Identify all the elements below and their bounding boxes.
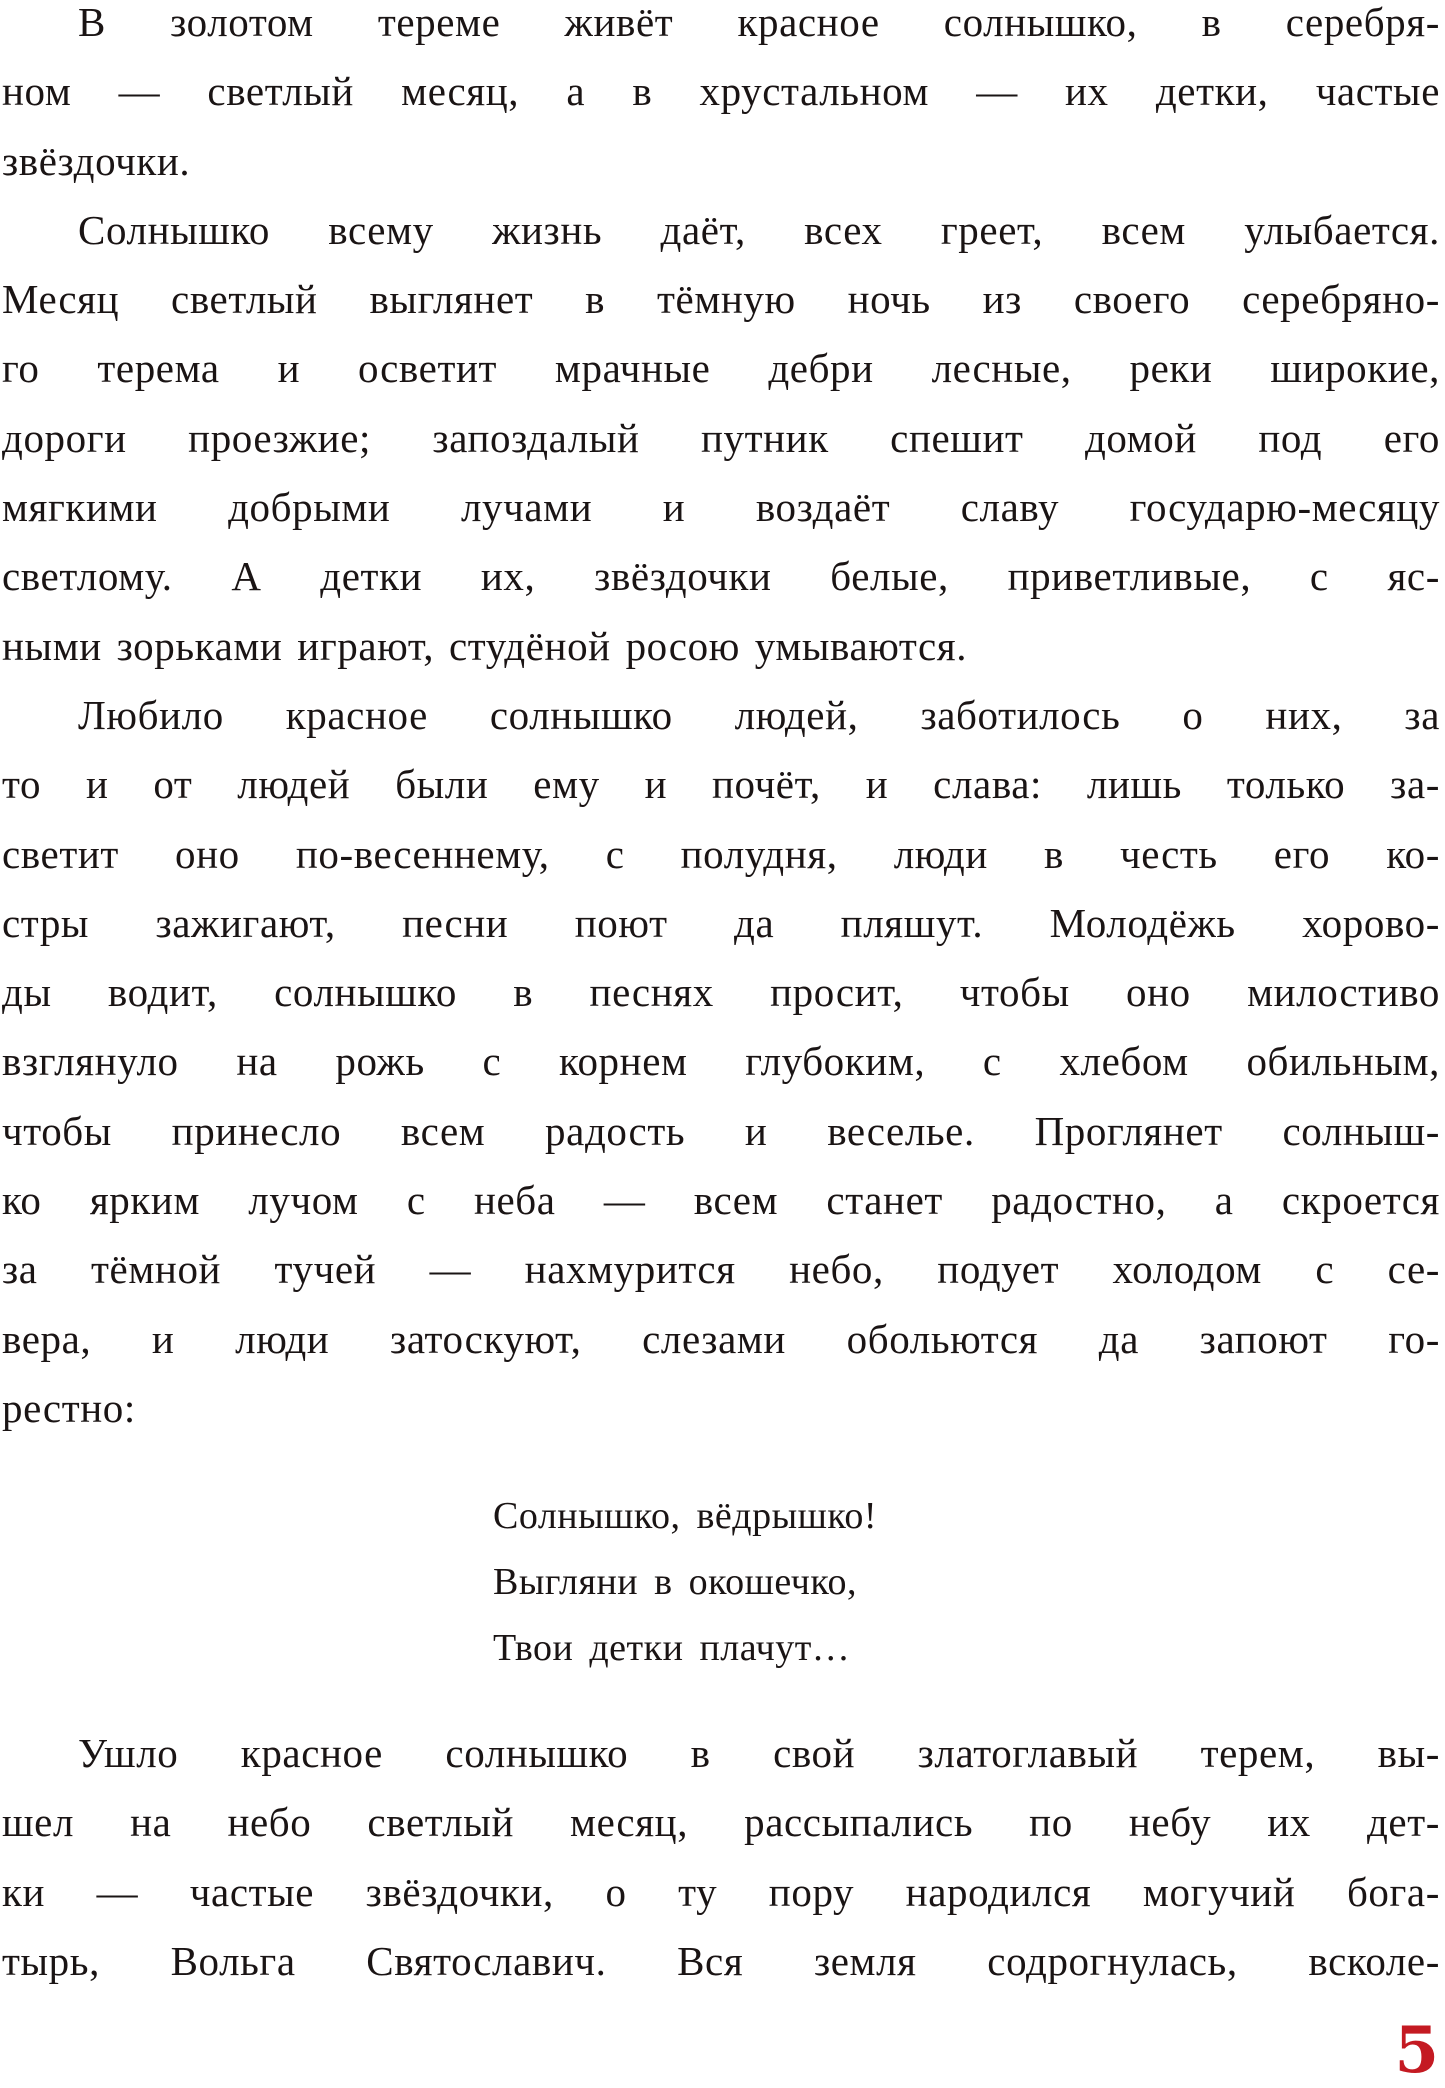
text-line: Солнышко всему жизнь даёт, всех греет, всем улыбается.	[78, 206, 1440, 253]
text-line: ки — частые звёздочки, о ту пору народился могучий бога-	[2, 1868, 1440, 1915]
text-line: стры зажигают, песни поют да пляшут. Молодёжь хорово-	[2, 899, 1440, 946]
text-line: чтобы принесло всем радость и веселье. Проглянет солныш-	[2, 1107, 1440, 1154]
text-line: светит оно по-весеннему, с полудня, люди в честь его ко-	[2, 830, 1440, 877]
poem-line: Солнышко, вёдрышко!	[493, 1495, 878, 1537]
text-line: ном — светлый месяц, а в хрустальном — их детки, частые	[2, 68, 1440, 115]
poem-verse	[493, 1483, 877, 1681]
text-line: ды водит, солнышко в песнях просит, чтобы оно милостиво	[2, 969, 1440, 1016]
text-line: Ушло красное солнышко в свой златоглавый терем, вы-	[78, 1730, 1440, 1776]
text-line: взглянуло на рожь с корнем глубоким, с хлебом обильным,	[2, 1038, 1440, 1085]
text-line: рестно:	[2, 1384, 136, 1431]
text-line: дороги проезжие; запоздалый путник спешит домой под его	[2, 414, 1440, 461]
text-line: звёздочки.	[2, 137, 191, 184]
text-line: ными зорьками играют, студёной росою умываются.	[2, 622, 968, 669]
paragraph	[2, 681, 1440, 1443]
poem-line: Твои детки плачут…	[493, 1627, 851, 1669]
text-line: го терема и осветит мрачные дебри лесные, реки широкие,	[2, 345, 1440, 392]
main-text-top	[2, 0, 1440, 1443]
text-line: Месяц светлый выглянет в тёмную ночь из своего серебряно-	[2, 276, 1440, 323]
text-line: светлому. А детки их, звёздочки белые, приветливые, с яс-	[2, 553, 1440, 600]
text-line: вера, и люди затоскуют, слезами обольются да запоют го-	[2, 1315, 1440, 1362]
page-number: 5	[1394, 2013, 1439, 2088]
text-line: Любило красное солнышко людей, заботилось о них, за	[78, 691, 1440, 738]
text-line: ко ярким лучом с неба — всем станет радостно, а скроется	[2, 1177, 1440, 1224]
paragraph-bottom	[2, 1719, 1440, 1996]
text-line: за тёмной тучей — нахмурится небо, подует холодом с се-	[2, 1246, 1440, 1293]
text-line: мягкими добрыми лучами и воздаёт славу государю-месяцу	[2, 484, 1440, 531]
text-line: тырь, Вольга Святославич. Вся земля содрогнулась, всколе-	[2, 1937, 1440, 1984]
paragraph	[2, 196, 1440, 681]
text-line: В золотом тереме живёт красное солнышко, в серебря-	[78, 0, 1440, 45]
poem-line: Выгляни в окошечко,	[493, 1561, 857, 1603]
text-line: то и от людей были ему и почёт, и слава: лишь только за-	[2, 761, 1440, 808]
paragraph	[2, 0, 1440, 196]
text-line: шел на небо светлый месяц, рассыпались по небу их дет-	[2, 1799, 1440, 1846]
